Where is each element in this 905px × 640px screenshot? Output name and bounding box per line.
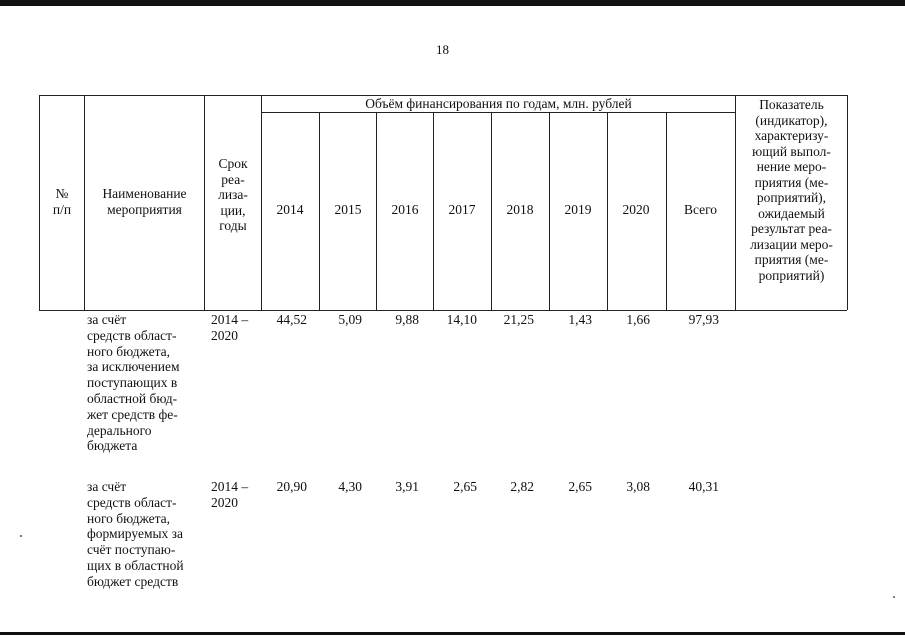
- row-value-2016: 3,91: [395, 479, 419, 494]
- row-period: 2014 – 2020: [211, 312, 249, 343]
- row-value-2017: 14,10: [446, 312, 477, 327]
- header-name: Наименование мероприятия: [102, 186, 187, 217]
- header-total: Всего: [683, 202, 718, 217]
- row-value-2018: 21,25: [503, 312, 534, 327]
- row-value-2016: 9,88: [395, 312, 419, 327]
- page-number: 18: [436, 42, 449, 57]
- header-year-2020: 2020: [622, 202, 650, 217]
- header-year-2014: 2014: [276, 202, 304, 217]
- row-description: за счёт средств област- ного бюджета, формируемых за счёт поступаю- щих в областной бюджет средств: [87, 479, 184, 589]
- row-value-2020: 3,08: [626, 479, 650, 494]
- header-funding: Объём финансирования по годам, млн. рублей: [365, 96, 632, 111]
- row-value-2018: 2,82: [510, 479, 534, 494]
- row-description: за счёт средств област- ного бюджета, за исключением поступающих в областной бюд- жет средств фе- дерального бюджета: [87, 312, 180, 454]
- header-num: № п/п: [52, 186, 72, 217]
- row-value-total: 40,31: [688, 479, 719, 494]
- scan-speck: [893, 596, 895, 598]
- row-value-2015: 4,30: [338, 479, 362, 494]
- row-value-2019: 2,65: [568, 479, 592, 494]
- row-value-2020: 1,66: [626, 312, 650, 327]
- header-year-2019: 2019: [564, 202, 592, 217]
- row-value-2015: 5,09: [338, 312, 362, 327]
- header-indicator: Показатель (индикатор), характеризу- ющий выпол- нение меро- приятия (ме- роприятий), ожидаемый результат реа- лизации меро- приятия (ме- роприятий): [750, 97, 833, 283]
- row-value-2014: 44,52: [276, 312, 307, 327]
- row-value-2019: 1,43: [568, 312, 592, 327]
- row-period: 2014 – 2020: [211, 479, 249, 510]
- top-border: [0, 0, 905, 6]
- header-period: Срок реа- лиза- ции, годы: [218, 156, 248, 233]
- bottom-border: [0, 632, 905, 635]
- row-value-total: 97,93: [688, 312, 719, 327]
- row-value-2014: 20,90: [276, 479, 307, 494]
- scan-speck: [20, 535, 22, 537]
- row-value-2017: 2,65: [453, 479, 477, 494]
- header-year-2018: 2018: [506, 202, 534, 217]
- header-year-2015: 2015: [334, 202, 362, 217]
- header-year-2016: 2016: [391, 202, 419, 217]
- header-year-2017: 2017: [448, 202, 476, 217]
